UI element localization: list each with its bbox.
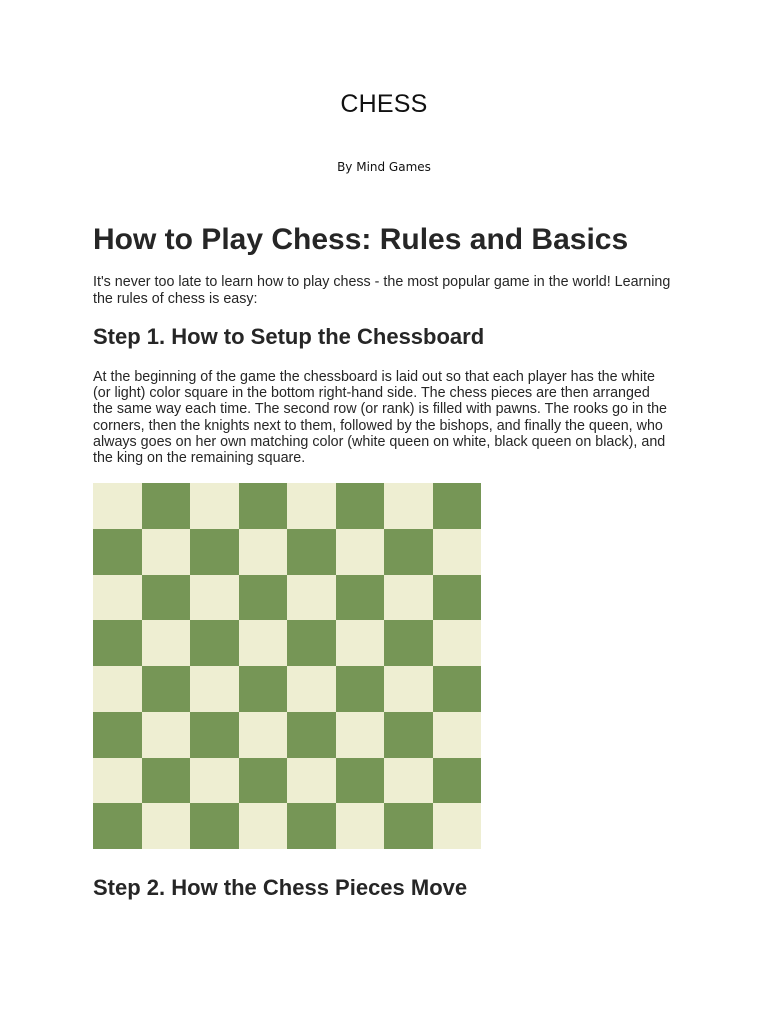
dark-square xyxy=(142,666,191,712)
article-heading: How to Play Chess: Rules and Basics xyxy=(93,223,629,256)
light-square xyxy=(384,483,433,529)
light-square xyxy=(336,803,385,849)
light-square xyxy=(190,666,239,712)
light-square xyxy=(336,529,385,575)
light-square xyxy=(384,758,433,804)
dark-square xyxy=(336,758,385,804)
light-square xyxy=(384,666,433,712)
dark-square xyxy=(384,712,433,758)
dark-square xyxy=(190,803,239,849)
dark-square xyxy=(190,712,239,758)
dark-square xyxy=(384,529,433,575)
light-square xyxy=(142,529,191,575)
light-square xyxy=(93,575,142,621)
dark-square xyxy=(142,758,191,804)
light-square xyxy=(287,483,336,529)
chessboard-image xyxy=(93,483,481,849)
dark-square xyxy=(93,712,142,758)
dark-square xyxy=(239,666,288,712)
dark-square xyxy=(287,529,336,575)
dark-square xyxy=(433,666,482,712)
document-byline: By Mind Games xyxy=(337,160,431,174)
step2-heading: Step 2. How the Chess Pieces Move xyxy=(93,875,468,900)
light-square xyxy=(239,712,288,758)
light-square xyxy=(142,803,191,849)
light-square xyxy=(93,483,142,529)
dark-square xyxy=(336,666,385,712)
light-square xyxy=(287,666,336,712)
light-square xyxy=(239,529,288,575)
dark-square xyxy=(433,575,482,621)
dark-square xyxy=(239,758,288,804)
dark-square xyxy=(239,575,288,621)
light-square xyxy=(433,712,482,758)
light-square xyxy=(287,575,336,621)
dark-square xyxy=(384,620,433,666)
dark-square xyxy=(93,803,142,849)
light-square xyxy=(433,803,482,849)
light-square xyxy=(142,712,191,758)
light-square xyxy=(93,758,142,804)
light-square xyxy=(239,620,288,666)
dark-square xyxy=(93,620,142,666)
light-square xyxy=(336,712,385,758)
dark-square xyxy=(93,529,142,575)
dark-square xyxy=(287,803,336,849)
dark-square xyxy=(142,483,191,529)
light-square xyxy=(190,483,239,529)
dark-square xyxy=(287,620,336,666)
light-square xyxy=(433,529,482,575)
dark-square xyxy=(287,712,336,758)
step1-heading: Step 1. How to Setup the Chessboard xyxy=(93,324,485,349)
light-square xyxy=(190,575,239,621)
light-square xyxy=(93,666,142,712)
light-square xyxy=(190,758,239,804)
intro-paragraph: It's never too late to learn how to play chess - the most popular game in the world! Learning the rules of chess is easy: xyxy=(93,274,671,307)
dark-square xyxy=(190,529,239,575)
dark-square xyxy=(433,483,482,529)
step1-paragraph: At the beginning of the game the chessboard is laid out so that each player has the white (or light) color square in the bottom right-hand side. The chess pieces are then arranged the same way each time. The second row (or rank) is filled with pawns. The rooks go in the corners, then the knights next to them, followed by the bishops, and finally the queen, who always goes on her own matching color (white queen on white, black queen on black), and the king on the remaining square. xyxy=(93,369,667,467)
dark-square xyxy=(433,758,482,804)
light-square xyxy=(336,620,385,666)
dark-square xyxy=(336,575,385,621)
dark-square xyxy=(142,575,191,621)
document-title: CHESS xyxy=(340,90,428,118)
light-square xyxy=(433,620,482,666)
dark-square xyxy=(384,803,433,849)
dark-square xyxy=(190,620,239,666)
light-square xyxy=(287,758,336,804)
light-square xyxy=(239,803,288,849)
light-square xyxy=(384,575,433,621)
dark-square xyxy=(239,483,288,529)
dark-square xyxy=(336,483,385,529)
light-square xyxy=(142,620,191,666)
